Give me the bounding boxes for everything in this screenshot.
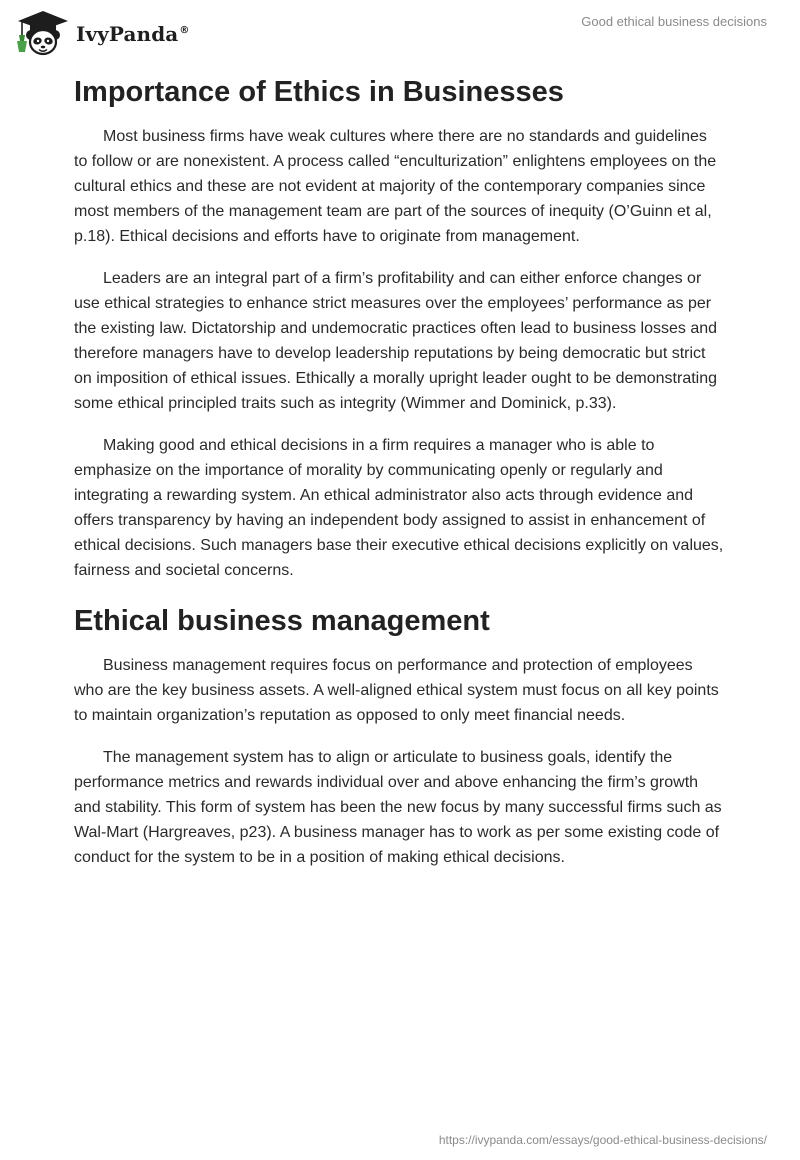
article-body (74, 70, 724, 887)
brand-name: IvyPanda® (76, 22, 190, 46)
registered-mark: ® (179, 25, 190, 37)
section-heading: Ethical business management (74, 605, 490, 637)
paragraph: Leaders are an integral part of a firm’s profitability and can either enforce changes or use ethical strategies to enhance strict measures over the employees’ performance as per the existing law. Dictatorship and undemocratic practices often lead to business losses and therefore managers have to develop leadership reputations by being democratic but strict on imposition of ethical issues. Ethically a morally upright leader ought to be demonstrating some ethical principled traits such as integrity (Wimmer and Dominick, p.33). (74, 270, 718, 412)
brand-logo[interactable] (14, 8, 189, 56)
source-url[interactable]: https://ivypanda.com/essays/good-ethical-business-decisions/ (438, 1133, 767, 1147)
page-header (0, 0, 800, 60)
paragraph: The management system has to align or articulate to business goals, identify the performance metrics and rewards individual over and above enhancing the firm’s growth and stability. This form of system has been the new focus by many successful firms such as Wal-Mart (Hargreaves, p23). A business manager has to work as per some existing code of conduct for the system to be in a position of making ethical decisions. (74, 749, 722, 866)
section-heading: Importance of Ethics in Businesses (74, 76, 564, 108)
panda-graduate-icon (14, 8, 72, 56)
document-title: Good ethical business decisions (581, 14, 767, 29)
paragraph: Most business firms have weak cultures where there are no standards and guidelines to follow or are nonexistent. A process called “enculturization” enlightens employees on the cultural ethics and these are not evident at majority of the contemporary companies since most members of the management team are part of the sources of inequity (O’Guinn et al, p.18). Ethical decisions and efforts have to originate from management. (74, 128, 717, 245)
paragraph: Making good and ethical decisions in a firm requires a manager who is able to emphasize on the importance of morality by communicating openly or regularly and integrating a rewarding system. An ethical administrator also acts through evidence and offers transparency by having an independent body assigned to assist in enhancement of ethical decisions. Such managers base their executive ethical decisions explicitly on values, fairness and societal concerns. (74, 437, 724, 579)
paragraph: Business management requires focus on performance and protection of employees who are the key business assets. A well-aligned ethical system must focus on all key points to maintain organization’s reputation as opposed to only meet financial needs. (74, 657, 719, 724)
